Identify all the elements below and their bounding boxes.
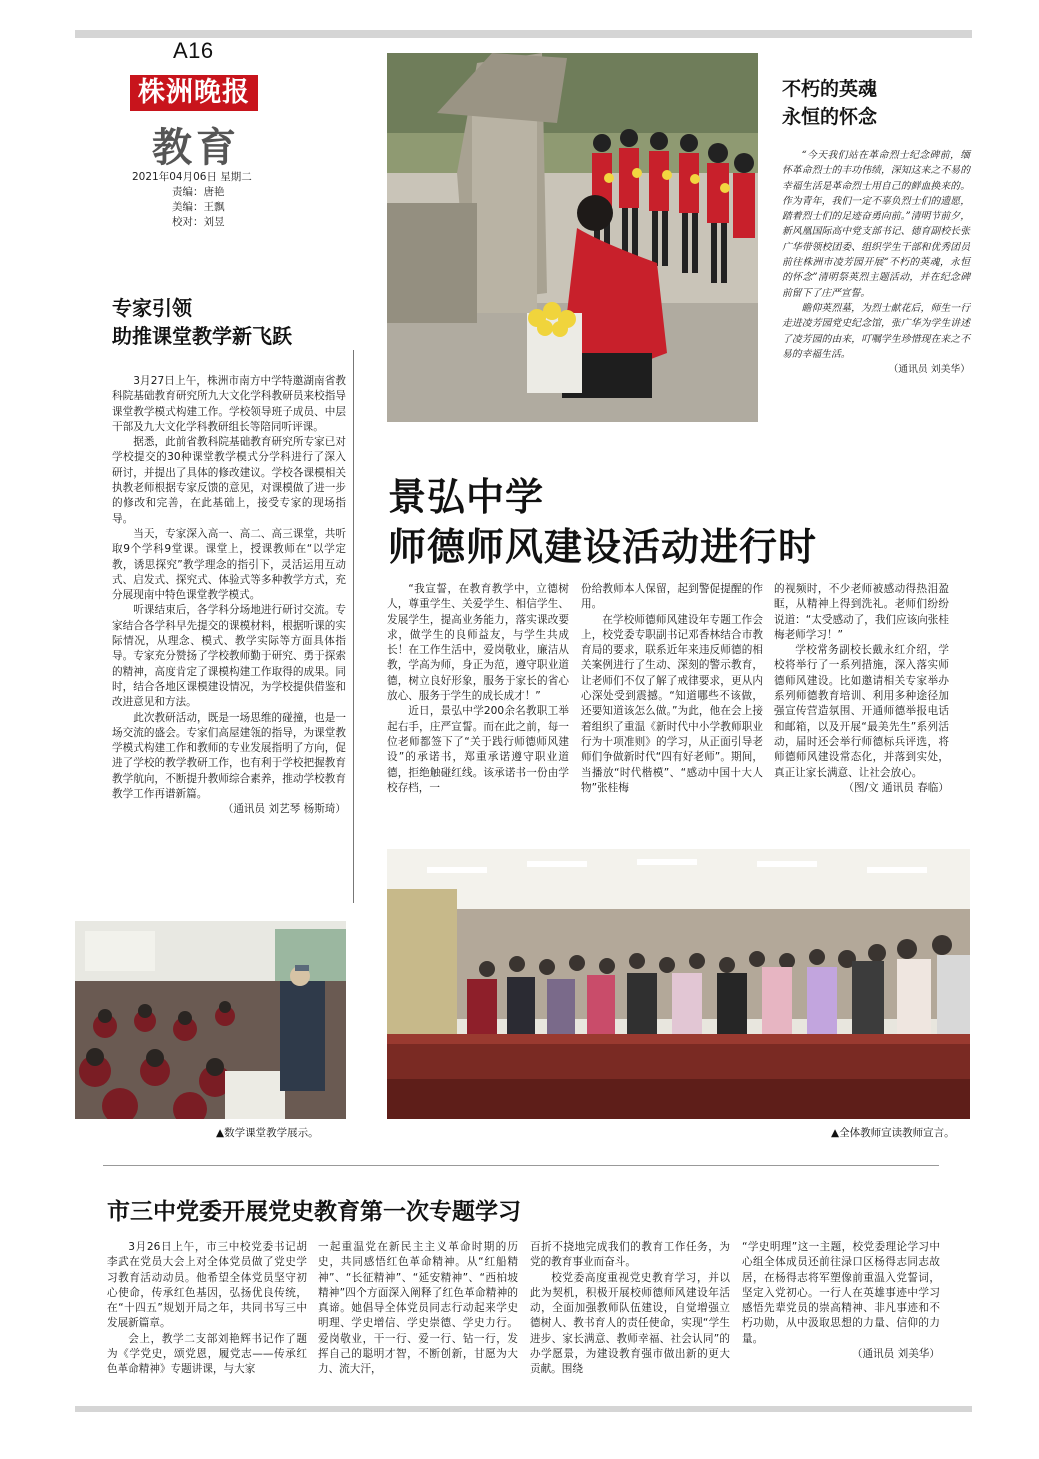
page-proofreader: 校对：刘昱 [172,216,225,228]
page-date: 2021年04月06日 星期二 [132,171,252,183]
main-article-title: 景弘中学 师德师风建设活动进行时 [388,475,818,569]
column-divider [353,350,354,903]
section-separator [103,1165,939,1166]
masthead-logo: 株洲晚报 [130,75,258,111]
page-designer: 美编：王飘 [172,201,225,213]
right-article-body: “今天我们站在革命烈士纪念碑前，缅怀革命烈士的丰功伟绩，深知这来之不易的幸福生活是革命烈士用自己的鲜血换来的。作为青年，我们一定不辜负烈士们的遗愿，踏着烈士们的足迹奋勇向前。”清明节前夕，新风凰国际高中党支部书记、德育副校长张广华带领校团委、组织学生干部和优秀团员前往株洲市凌芳园开展“不朽的英魂，永恒的怀念”清明祭英烈主题活动，并在纪念碑前留下了庄严宣誓。 瞻仰英烈墓，为烈士献花后，师生一行走进凌芳园党史纪念馆，张广华为学生讲述了凌芳园的由来，叮嘱学生珍惜现在来之不易的幸福生活。 （通讯员 刘美华） [782,148,970,377]
right-article-byline: （通讯员 刘美华） [888,364,970,376]
bottom-article-title: 市三中党委开展党史教育第一次专题学习 [107,1199,521,1225]
bottom-article-col2: 一起重温党在新民主主义革命时期的历史，共同感悟红色革命精神。从“红船精神”、“长征精神”、“延安精神”、“西柏坡精神”四个方面深入阐释了红色革命精神的真谛。她倡导全体党员同志行动起来学史明理、学史增信、学史崇德、学史力行。爱岗敬业，干一行、爱一行、钻一行，发挥自己的聪明才智，不断创新，甘愿为大力、流大汗， [318,1241,518,1376]
left-article-body: 3月27日上午，株洲市南方中学特邀湖南省教科院基础教育研究所九大文化学科教研员来校指导课堂教学模式构建工作。学校领导班子成员、中层干部及九大文化学科教研组长等陪同听评课。 据悉，此前省教科院基础教育研究所专家已对学校提交的30种课堂教学模式分学科进行了深入研讨，并提出了具体的修改建议。学校各课模相关执教老师根据专家反馈的意见，对课模做了进一步的修改和完善，在此基础上，接受专家的现场指导。 当天，专家深入高一、高二、高三课堂，共听取9个学科9堂课。课堂上，授课教师在“以学定教，诱思探究”教学理念的指引下，灵活运用互动式、启发式、探究式、体验式等多种教学方式，充分展现南中特色课堂教学模式。 听课结束后，各学科分场地进行研讨交流。专家结合各学科早先提交的课模材料，根据听课的实际情况，从理念、模式、教学实际等方面具体指导。专家充分赞扬了学校教师勤于研究、勇于探索的精神，高度肯定了课模构建工作取得的成果。同时，结合各地区课模建设情况，为学校提供借鉴和改进意见和方法。 此次教研活动，既是一场思维的碰撞，也是一场交流的盛会。专家们高屋建瓴的指导，为课堂教学模式构建工作和教师的专业发展指明了方向，促进了学校的教学教研工作，也有利于学校把握教育教学航向，不断提升教师综合素养，推动学校教育教学工作再谱新篇。 （通讯员 刘艺琴 杨斯琦） [112,374,346,818]
main-article-byline: （图/文 通讯员 春临） [843,781,949,794]
bottom-article-col3: 百折不挠地完成我们的教育工作任务，为党的教育事业而奋斗。 校党委高度重视党史教育学习，并以此为契机，积极开展校师德师风建设年活动，全面加强教师队伍建设，自觉增强立德树人、教书育人的责任使命，实现“学生进步、家长满意、教师幸福、社会认同”的办学愿景，为建设教育强市做出新的更大贡献。围绕 [530,1241,730,1376]
teachers-photo-caption: ▲全体教师宣读教师宣言。 [831,1127,955,1139]
main-article-col2: 份给教师本人保留，起到警促提醒的作用。 在学校师德师风建设年专题工作会上，校党委专职副书记邓香林结合市教育局的要求，联系近年来违反师德的相关案例进行了生动、深刻的警示教育，让老师们不仅了解了戒律要求，更从内心深处受到震撼。“知道哪些不该做，还要知道该怎么做。”为此，他在会上接着组织了重温《新时代中小学教师职业行为十项准则》的学习，从正面引导老师们争做新时代“四有好老师”。期间，当播放“时代楷模”、“感动中国十大人物”张桂梅 [581,583,763,794]
bottom-rule [75,1406,972,1412]
left-article-title: 专家引领 助推课堂教学新飞跃 [112,296,292,348]
bottom-article-col4: “学史明理”这一主题，校党委理论学习中心组全体成员还前往渌口区杨得志同志故居，在杨得志将军塑像前重温入党誓词，坚定入党初心。一行人在英雄事迹中学习感悟先辈党员的崇高精神、非凡事迹和不朽功勋，从中汲取思想的力量、信仰的力量。 （通讯员 刘美华） [742,1240,940,1362]
bottom-article-byline: （通讯员 刘美华） [851,1348,940,1361]
main-article-col3: 的视频时，不少老师被感动得热泪盈眶，从精神上得到洗礼。老师们纷纷说道：“太受感动了，我们应该向张桂梅老师学习！” 学校常务副校长戴永红介绍，学校将举行了一系列措施，深入落实师德师风建设。比如邀请相关专家举办系列师德教育培训、利用多种途径加强宣传营造氛围、开通师德举报电话和邮箱，以及开展“最美先生”系列活动，届时还会举行师德标兵评选，将师德师风建设常态化，并落到实处，真正让家长满意、让社会放心。 （图/文 通讯员 春临） [774,582,949,796]
teachers-oath-photo [387,849,970,1119]
right-article-title: 不朽的英魂 永恒的怀念 [782,78,878,128]
main-article-col1: “我宣誓，在教育教学中，立德树人，尊重学生、关爱学生、相信学生、发展学生，提高业务能力，落实课改要求，做学生的良师益友，与学生共成长！在工作生活中，爱岗敬业，廉洁从教，学高为师，身正为范，遵守职业道德，树立良好形象，服务于家长的省心放心、服务于学生的成长成才！” 近日，景弘中学200余名教职工举起右手，庄严宣誓。而在此之前，每一位老师都签下了“关于践行师德师风建设”的承诺书，郑重承诺遵守职业道德，拒绝触碰红线。该承诺书一份由学校存档，一 [387,583,569,794]
section-title: 教育 [152,124,240,171]
classroom-photo-caption: ▲数学课堂教学展示。 [216,1127,319,1139]
top-rule [75,30,972,38]
page-meta [132,170,252,230]
left-article-byline: （通讯员 刘艺琴 杨斯琦） [222,803,346,816]
classroom-photo [75,921,346,1119]
memorial-photo [387,53,758,422]
page-number: A16 [173,38,214,63]
page-editor: 责编：唐艳 [172,186,225,198]
bottom-article-col1: 3月26日上午，市三中校党委书记胡李武在党员大会上对全体党员做了党史学习教育活动动员。他希望全体党员坚守初心使命，传承红色基因，弘扬优良传统，在“十四五”规划开局之年，共同书写三中发展新篇章。 会上，教学二支部刘艳辉书记作了题为《学党史，颂党恩，履党志——传承红色革命精神》专题讲课，与大家 [107,1241,307,1376]
